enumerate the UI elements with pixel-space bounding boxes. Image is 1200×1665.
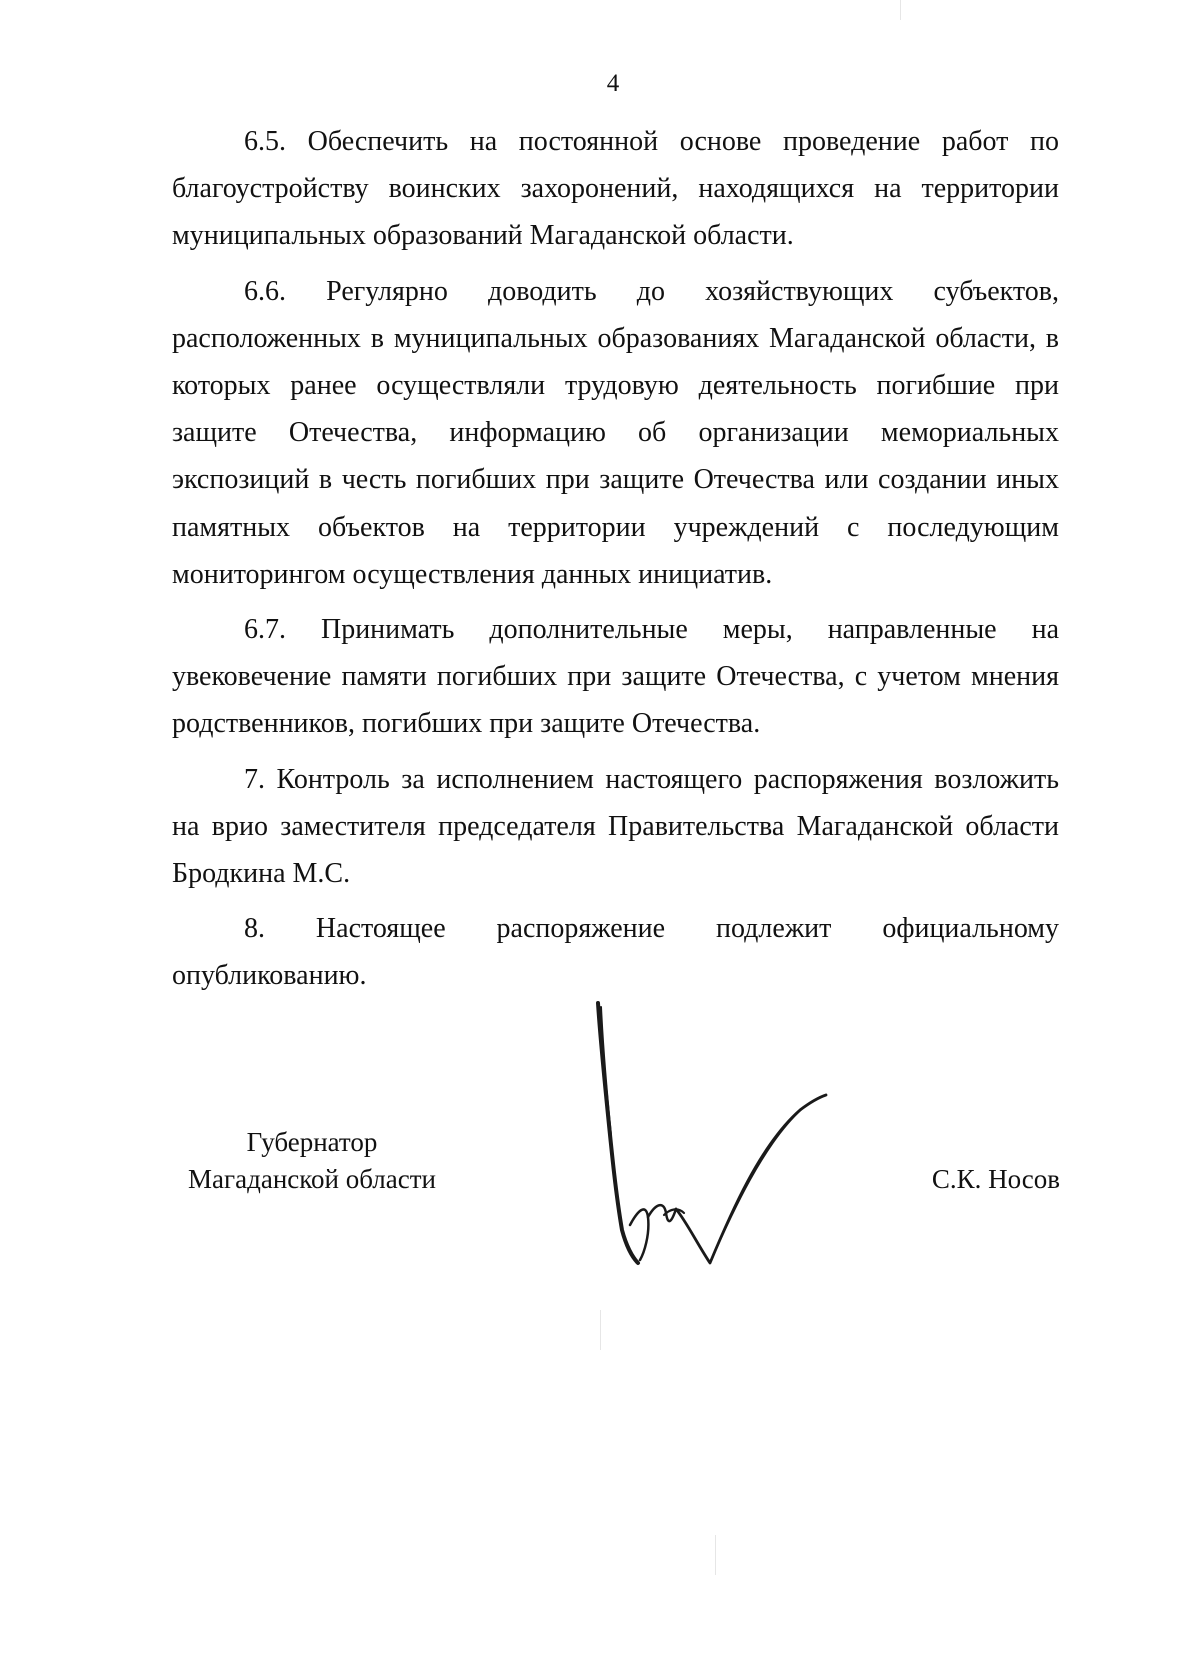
signatory-title-line1: Губернатор (246, 1127, 378, 1157)
document-body (172, 118, 1059, 1000)
paragraph-6-7: 6.7. Принимать дополнительные меры, направленные на увековечение памяти погибших при защите Отечества, с учетом мнения родственников, погибших при защите Отечества. (172, 614, 1059, 740)
scan-artifact (600, 1310, 601, 1350)
paragraph-6-6: 6.6. Регулярно доводить до хозяйствующих субъектов, расположенных в муниципальных образованиях Магаданской области, в которых ранее осуществляли трудовую деятельность погибшие при защите Отечества, информацию об организации мемориальных экспозиций в честь погибших при защите Отечества или создании иных памятных объектов на территории учреждений с последующим мониторингом осуществления данных инициатив. (172, 275, 1059, 590)
signatory-name: С.К. Носов (931, 1164, 1060, 1194)
scan-artifact (900, 0, 901, 20)
page-number: 4 (606, 70, 620, 97)
paragraph-7: 7. Контроль за исполнением настоящего распоряжения возложить на врио заместителя председателя Правительства Магаданской области Бродкина М.С. (172, 763, 1059, 890)
handwritten-signature-icon (560, 995, 860, 1285)
paragraph-6-5: 6.5. Обеспечить на постоянной основе проведение работ по благоустройству воинских захоронений, находящихся на территории муниципальных образований Магаданской области. (172, 126, 1059, 252)
paragraph-8: 8. Настоящее распоряжение подлежит официальному опубликованию. (172, 913, 1059, 992)
scan-artifact (715, 1535, 716, 1575)
signatory-title (172, 1124, 452, 1198)
signatory-title-line2: Магаданской области (188, 1164, 436, 1194)
